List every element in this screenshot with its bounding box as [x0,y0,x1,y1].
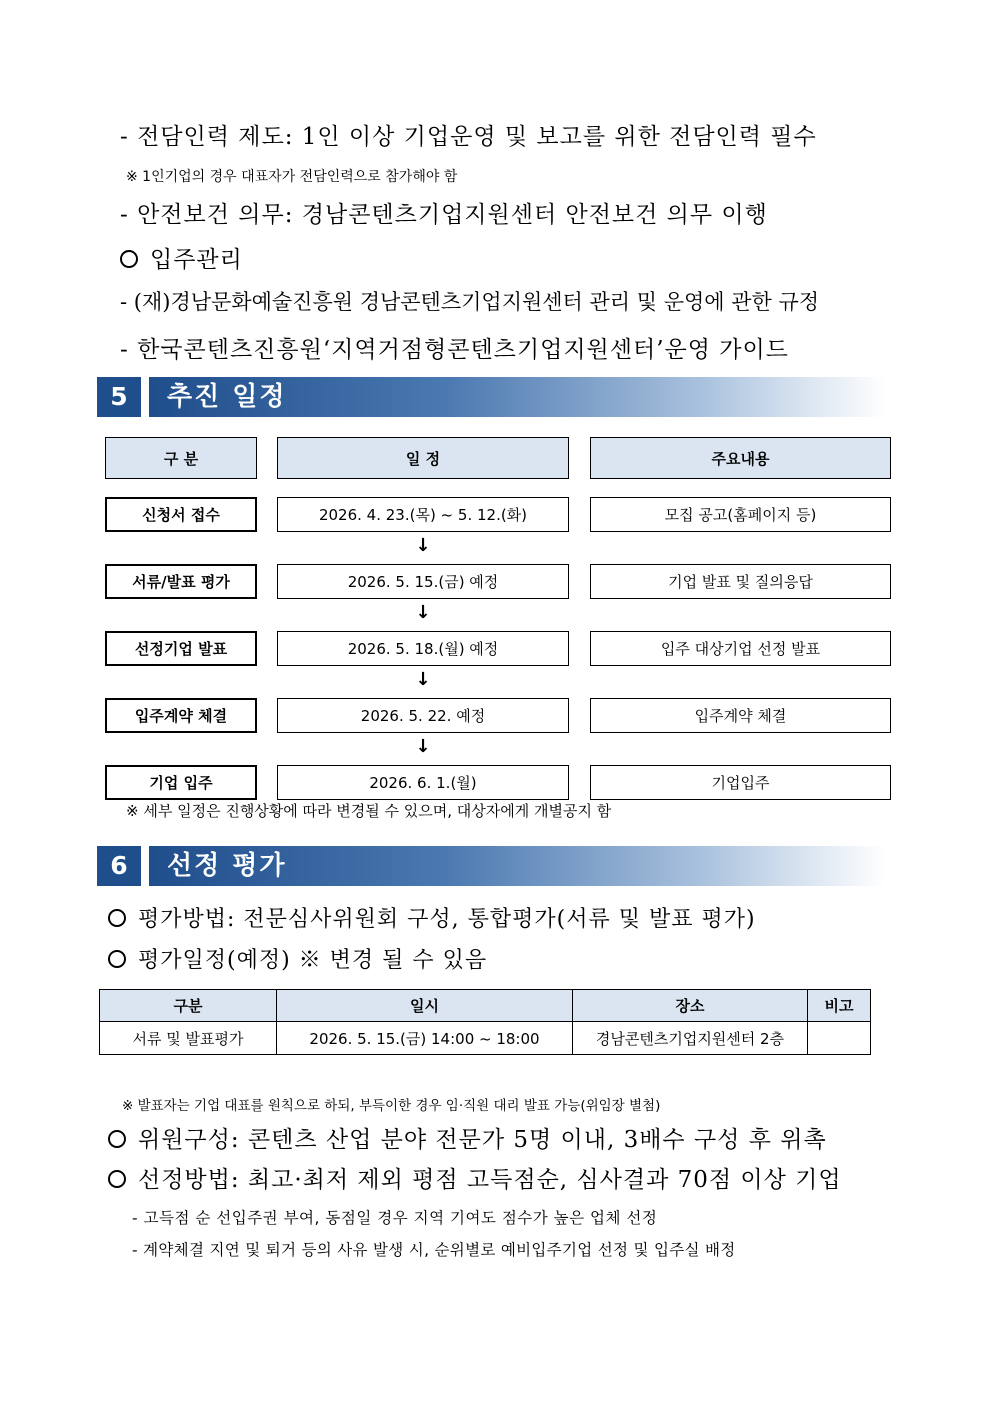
stage-contract: 입주계약 체결 [105,698,257,733]
section-6-number: 6 [97,846,141,886]
selection-method [108,1161,842,1194]
line-dedicated-staff: - 전담인력 제도: 1인 이상 기업운영 및 보고를 위한 전담인력 필수 [120,124,817,150]
selection-sub-1: - 고득점 순 선입주권 부여, 동점일 경우 지역 기여도 점수가 높은 업체 선정 [132,1209,658,1227]
line-guide: - 한국콘텐츠진흥원‘지역거점형콘텐츠기업지원센터’운영 가이드 [120,337,789,363]
down-arrow-icon: ↓ [415,602,431,623]
table-header-cell: 일시 [277,990,573,1022]
section-5-header [97,377,885,417]
table-cell [808,1022,871,1055]
table-cell: 2026. 5. 15.(금) 14:00 ~ 18:00 [277,1022,573,1055]
presenter-note: ※ 발표자는 기업 대표를 원칙으로 하되, 부득이한 경우 임·직원 대리 발표 가능(위임장 별첨) [122,1098,661,1114]
line-regulation: - (재)경남문화예술진흥원 경남콘텐츠기업지원센터 관리 및 운영에 관한 규정 [120,290,820,314]
circle-bullet-icon [108,1130,126,1148]
down-arrow-icon: ↓ [415,736,431,757]
table-header-row [100,990,871,1022]
schedule-header-category: 구 분 [105,437,257,479]
eval-schedule [108,943,487,974]
desc-announcement: 입주 대상기업 선정 발표 [590,631,891,666]
stage-announcement: 선정기업 발표 [105,631,257,666]
circle-bullet-icon [108,950,126,968]
committee-composition-text: 위원구성: 콘텐츠 산업 분야 전문가 5명 이내, 3배수 구성 후 위촉 [138,1127,827,1153]
desc-evaluation: 기업 발표 및 질의응답 [590,564,891,599]
desc-contract: 입주계약 체결 [590,698,891,733]
table-row [100,1022,871,1055]
eval-schedule-text: 평가일정(예정) ※ 변경 될 수 있음 [138,948,488,973]
stage-move-in: 기업 입주 [105,765,257,800]
down-arrow-icon: ↓ [415,535,431,556]
date-move-in: 2026. 6. 1.(월) [277,765,569,800]
tenant-management-label: 입주관리 [150,247,243,273]
table-cell: 경남콘텐츠기업지원센터 2층 [573,1022,808,1055]
circle-bullet-icon [120,250,138,268]
committee-composition [108,1121,827,1154]
section-6-title: 선정 평가 [149,846,885,886]
section-5-number: 5 [97,377,141,417]
date-application: 2026. 4. 23.(목) ~ 5. 12.(화) [277,497,569,532]
selection-sub-2: - 계약체결 지연 및 퇴거 등의 사유 발생 시, 순위별로 예비입주기업 선정 및 입주실 배정 [132,1241,736,1259]
date-evaluation: 2026. 5. 15.(금) 예정 [277,564,569,599]
table-header-cell: 비고 [808,990,871,1022]
schedule-note: ※ 세부 일정은 진행상황에 따라 변경될 수 있으며, 대상자에게 개별공지 함 [126,802,612,820]
eval-method-text: 평가방법: 전문심사위원회 구성, 통합평가(서류 및 발표 평가) [138,907,756,932]
stage-application: 신청서 접수 [105,497,257,532]
line-safety-duty: - 안전보건 의무: 경남콘텐츠기업지원센터 안전보건 의무 이행 [120,202,768,228]
table-header-cell: 장소 [573,990,808,1022]
section-5-title: 추진 일정 [149,377,885,417]
schedule-header-date: 일 정 [277,437,569,479]
down-arrow-icon: ↓ [415,669,431,690]
table-cell: 서류 및 발표평가 [100,1022,277,1055]
stage-evaluation: 서류/발표 평가 [105,564,257,599]
date-announcement: 2026. 5. 18.(월) 예정 [277,631,569,666]
eval-schedule-table [99,989,871,1055]
section-6-header [97,846,885,886]
heading-tenant-management [120,241,243,274]
desc-move-in: 기업입주 [590,765,891,800]
schedule-header-content: 주요내용 [590,437,891,479]
note-single-company: ※ 1인기업의 경우 대표자가 전담인력으로 참가해야 함 [126,169,458,185]
selection-method-text: 선정방법: 최고·최저 제외 평점 고득점순, 심사결과 70점 이상 기업 [138,1167,842,1193]
eval-method [108,902,756,933]
desc-application: 모집 공고(홈페이지 등) [590,497,891,532]
circle-bullet-icon [108,1170,126,1188]
table-header-cell: 구분 [100,990,277,1022]
date-contract: 2026. 5. 22. 예정 [277,698,569,733]
circle-bullet-icon [108,909,126,927]
